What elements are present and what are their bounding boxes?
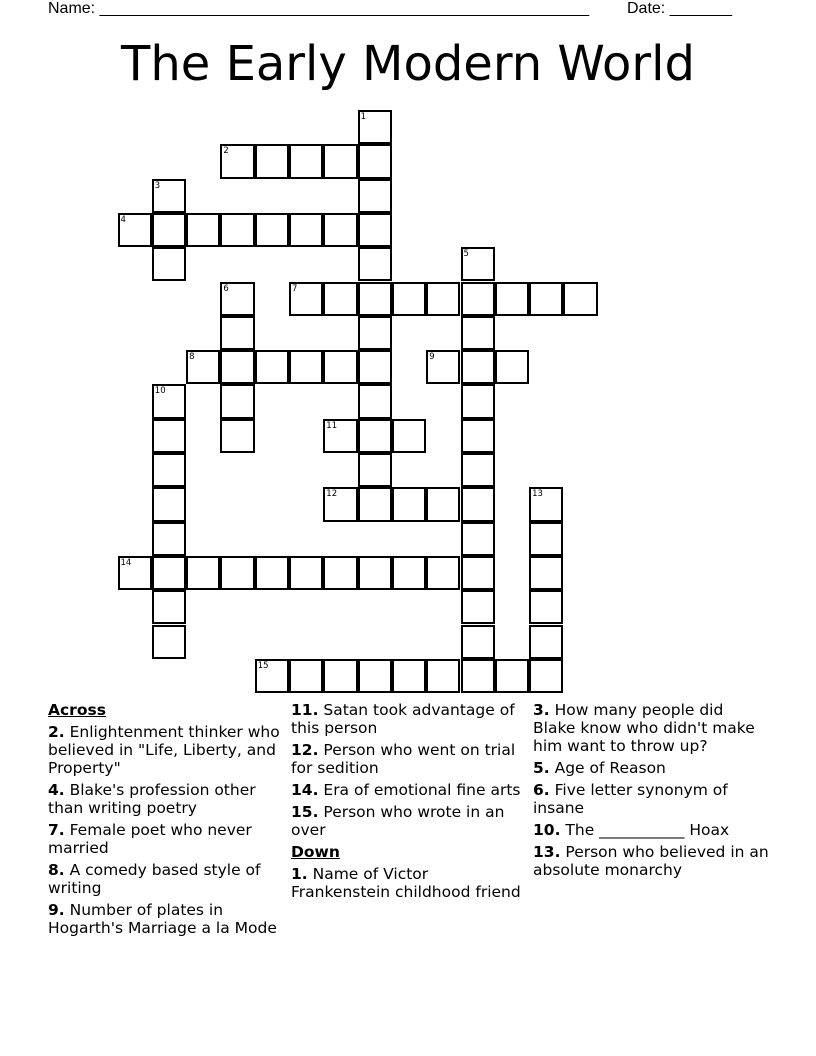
- crossword-cell[interactable]: [255, 659, 289, 693]
- crossword-cell[interactable]: [289, 659, 323, 693]
- crossword-cell[interactable]: [289, 282, 323, 316]
- crossword-cell[interactable]: [392, 419, 426, 453]
- crossword-cell[interactable]: [255, 213, 289, 247]
- crossword-cell[interactable]: [461, 316, 495, 350]
- clue-across-8: 8. A comedy based style of writing: [48, 861, 261, 897]
- clue-across-4: 4. Blake's profession other than writing poetry: [48, 781, 256, 817]
- crossword-cell[interactable]: [152, 487, 186, 521]
- page-title: The Early Modern World: [121, 36, 695, 92]
- crossword-cell[interactable]: [323, 556, 357, 590]
- clue-across-2: 2. Enlightenment thinker who believed in "Life, Liberty, and Property": [48, 723, 280, 777]
- crossword-cell[interactable]: [289, 350, 323, 384]
- crossword-cell[interactable]: [152, 213, 186, 247]
- clue-number: 6: [223, 283, 229, 294]
- crossword-cell[interactable]: [461, 556, 495, 590]
- crossword-cell[interactable]: [495, 282, 529, 316]
- crossword-cell[interactable]: [358, 110, 392, 144]
- crossword-cell[interactable]: [426, 659, 460, 693]
- across-heading: Across: [48, 701, 106, 719]
- crossword-cell[interactable]: [461, 350, 495, 384]
- crossword-cell[interactable]: [358, 556, 392, 590]
- crossword-cell[interactable]: [495, 659, 529, 693]
- crossword-cell[interactable]: [529, 282, 563, 316]
- crossword-cell[interactable]: [358, 487, 392, 521]
- crossword-cell[interactable]: [461, 247, 495, 281]
- crossword-cell[interactable]: [152, 625, 186, 659]
- clue-down-6: 6. Five letter synonym of insane: [533, 781, 728, 817]
- clue-down-10: 10. The ___________ Hoax: [533, 821, 730, 839]
- crossword-cell[interactable]: [152, 247, 186, 281]
- clue-number: 1: [360, 112, 367, 122]
- clue-down-3: 3. How many people did Blake know who didn't make him want to throw up?: [533, 701, 755, 755]
- crossword-cell[interactable]: [220, 213, 254, 247]
- crossword-cell[interactable]: [152, 522, 186, 556]
- crossword-cell[interactable]: [220, 316, 254, 350]
- crossword-cell[interactable]: [426, 350, 460, 384]
- crossword-cell[interactable]: [529, 487, 563, 521]
- crossword-cell[interactable]: [118, 556, 152, 590]
- crossword-cell[interactable]: [220, 282, 254, 316]
- crossword-cell[interactable]: [358, 419, 392, 453]
- crossword-cell[interactable]: [323, 213, 357, 247]
- crossword-cell[interactable]: [255, 556, 289, 590]
- clue-down-13: 13. Person who believed in an absolute monarchy: [533, 843, 769, 879]
- crossword-cell[interactable]: [323, 282, 357, 316]
- crossword-cell[interactable]: [358, 659, 392, 693]
- crossword-cell[interactable]: [461, 522, 495, 556]
- crossword-cell[interactable]: [461, 384, 495, 418]
- clue-column-3: [533, 701, 769, 883]
- crossword-cell[interactable]: [358, 350, 392, 384]
- clue-across-9: 9. Number of plates in Hogarth's Marriage a la Mode: [48, 901, 277, 937]
- clue-column-2: [291, 701, 523, 905]
- clue-number: 8: [189, 352, 195, 363]
- crossword-cell[interactable]: [186, 556, 220, 590]
- clue-number: 11: [326, 420, 338, 431]
- crossword-cell[interactable]: [358, 453, 392, 487]
- clue-number: 3: [154, 180, 161, 191]
- clue-number: 5: [463, 249, 469, 260]
- crossword-cell[interactable]: [289, 556, 323, 590]
- date-field-line[interactable]: Date: _______: [627, 0, 732, 17]
- crossword-cell[interactable]: [461, 590, 495, 624]
- crossword-cell[interactable]: [358, 144, 392, 178]
- crossword-cell[interactable]: [118, 213, 152, 247]
- crossword-cell[interactable]: [461, 282, 495, 316]
- crossword-cell[interactable]: [358, 384, 392, 418]
- crossword-cell[interactable]: [461, 419, 495, 453]
- crossword-cell[interactable]: [358, 213, 392, 247]
- crossword-cell[interactable]: [426, 282, 460, 316]
- crossword-cell[interactable]: [220, 419, 254, 453]
- clue-number: 4: [120, 214, 126, 225]
- clue-column-1: [48, 701, 280, 941]
- crossword-cell[interactable]: [461, 625, 495, 659]
- crossword-cell[interactable]: [563, 282, 597, 316]
- crossword-cell[interactable]: [392, 659, 426, 693]
- crossword-cell[interactable]: [220, 144, 254, 178]
- crossword-cell[interactable]: [461, 659, 495, 693]
- down-heading: Down: [291, 843, 340, 861]
- crossword-cell[interactable]: [220, 384, 254, 418]
- crossword-cell[interactable]: [186, 213, 220, 247]
- crossword-cell[interactable]: [323, 487, 357, 521]
- clue-down-1: 1. Name of Victor Frankenstein childhood friend: [291, 865, 521, 901]
- crossword-cell[interactable]: [392, 556, 426, 590]
- crossword-cell[interactable]: [152, 453, 186, 487]
- crossword-cell[interactable]: [152, 179, 186, 213]
- crossword-cell[interactable]: [358, 316, 392, 350]
- crossword-cell[interactable]: [323, 419, 357, 453]
- clue-number: 9: [429, 352, 435, 363]
- clue-across-12: 12. Person who went on trial for sedition: [291, 741, 516, 777]
- crossword-cell[interactable]: [323, 350, 357, 384]
- crossword-cell[interactable]: [358, 282, 392, 316]
- crossword-cell[interactable]: [426, 487, 460, 521]
- crossword-cell[interactable]: [152, 556, 186, 590]
- crossword-cell[interactable]: [152, 590, 186, 624]
- clue-across-7: 7. Female poet who never married: [48, 821, 252, 857]
- clue-down-5: 5. Age of Reason: [533, 759, 666, 777]
- crossword-cell[interactable]: [495, 350, 529, 384]
- crossword-cell[interactable]: [323, 659, 357, 693]
- crossword-cell[interactable]: [461, 453, 495, 487]
- crossword-cell[interactable]: [220, 350, 254, 384]
- clue-number: 14: [120, 557, 132, 568]
- crossword-cell[interactable]: [186, 350, 220, 384]
- crossword-cell[interactable]: [152, 419, 186, 453]
- crossword-cell[interactable]: [529, 625, 563, 659]
- name-field-line[interactable]: Name: _______________________________________________________: [48, 0, 589, 17]
- crossword-cell[interactable]: [529, 659, 563, 693]
- clue-number: 10: [154, 386, 166, 397]
- clue-across-11: 11. Satan took advantage of this person: [291, 701, 515, 737]
- clue-number: 7: [292, 283, 298, 294]
- clue-number: 12: [326, 489, 338, 500]
- clue-number: 13: [532, 489, 543, 500]
- clue-number: 2: [223, 146, 229, 157]
- crossword-cell[interactable]: [255, 144, 289, 178]
- clue-across-15: 15. Person who wrote in an over: [291, 803, 505, 839]
- crossword-cell[interactable]: [358, 247, 392, 281]
- crossword-cell[interactable]: [529, 556, 563, 590]
- crossword-cell[interactable]: [358, 179, 392, 213]
- crossword-cell[interactable]: [529, 590, 563, 624]
- crossword-cell[interactable]: [152, 384, 186, 418]
- crossword-cell[interactable]: [289, 213, 323, 247]
- clue-number: 15: [257, 660, 269, 671]
- crossword-cell[interactable]: [529, 522, 563, 556]
- crossword-cell[interactable]: [461, 487, 495, 521]
- crossword-cell[interactable]: [323, 144, 357, 178]
- crossword-cell[interactable]: [392, 282, 426, 316]
- clue-across-14: 14. Era of emotional fine arts: [291, 781, 521, 799]
- crossword-cell[interactable]: [289, 144, 323, 178]
- crossword-cell[interactable]: [220, 556, 254, 590]
- crossword-cell[interactable]: [426, 556, 460, 590]
- crossword-cell[interactable]: [392, 487, 426, 521]
- crossword-cell[interactable]: [255, 350, 289, 384]
